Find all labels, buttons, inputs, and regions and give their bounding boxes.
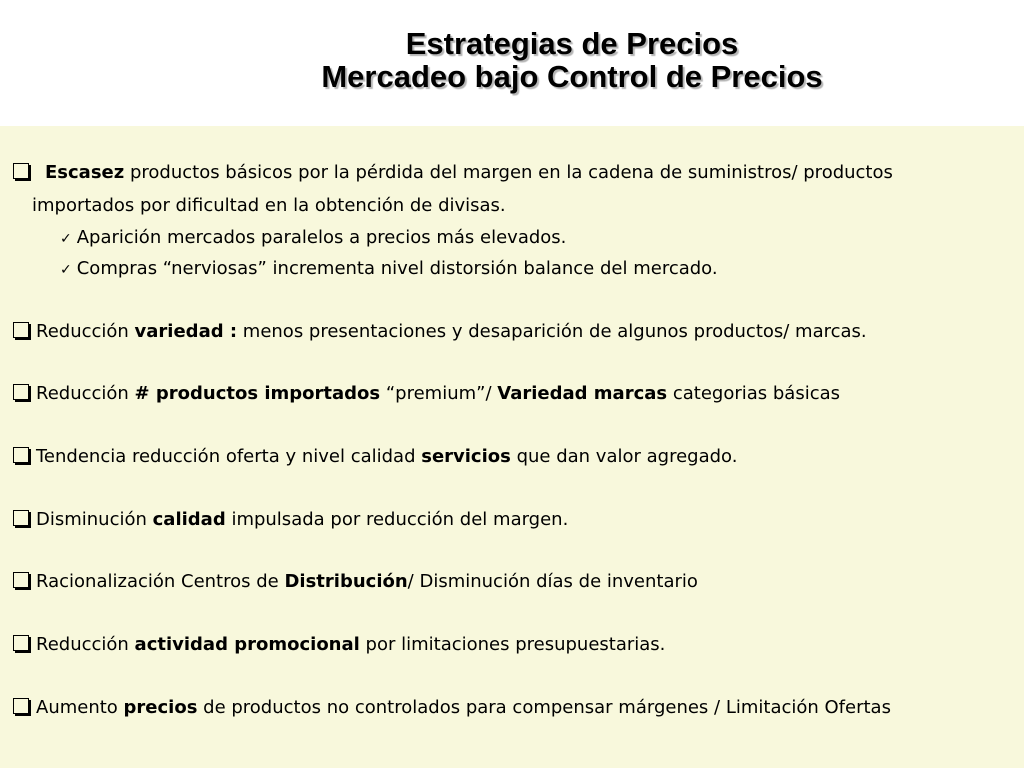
bullet-text-post: por limitaciones presupuestarias.	[359, 634, 666, 655]
bullet-text-mid: “premium”/	[380, 383, 498, 404]
bullet-item-prices	[13, 697, 891, 719]
bullet-item-scarcity	[13, 162, 893, 184]
checkmark-icon: ✓	[60, 262, 72, 278]
sub-bullet-text: Aparición mercados paralelos a precios más elevados.	[76, 227, 567, 248]
bullet-bold-text: Distribución	[284, 571, 408, 592]
checkbox-square-icon	[13, 384, 29, 400]
bullet-text-pre: Racionalización Centros de	[36, 571, 285, 592]
checkbox-square-icon	[13, 163, 29, 179]
bullet-bold-text: actividad promocional	[134, 634, 360, 655]
bullet-item-services	[13, 446, 737, 468]
bullet-bold-text: # productos importados	[134, 383, 381, 404]
bullet-item-distribution	[13, 571, 698, 593]
bullet-text-pre: Disminución	[36, 509, 153, 530]
bullet-bold-text: variedad :	[134, 321, 238, 342]
bullet-item-imports	[13, 383, 840, 405]
slide-title-line-1: Estrategias de Precios	[405, 26, 739, 61]
checkbox-square-icon	[13, 322, 29, 338]
bullet-text: productos básicos por la pérdida del margen en la cadena de suministros/ productos	[124, 162, 893, 183]
bullet-text-post: menos presentaciones y desaparición de algunos productos/ marcas.	[237, 321, 867, 342]
checkbox-square-icon	[13, 447, 29, 463]
bullet-item-quality	[13, 509, 568, 531]
bullet-continuation: importados por dificultad en la obtención de divisas.	[32, 195, 506, 216]
bullet-bold-text: precios	[123, 697, 198, 718]
bullet-bold-text: calidad	[152, 509, 226, 530]
slide-title-line-2: Mercadeo bajo Control de Precios	[321, 59, 823, 94]
bullet-bold-text: Escasez	[45, 162, 125, 183]
bullet-text-post: categorias básicas	[667, 383, 840, 404]
bullet-text-pre: Reducción	[36, 321, 135, 342]
sub-bullet-item	[60, 227, 566, 250]
bullet-text-pre: Reducción	[36, 383, 135, 404]
sub-bullet-item	[60, 258, 718, 281]
checkmark-icon: ✓	[60, 231, 72, 247]
bullet-text-post: / Disminución días de inventario	[407, 571, 698, 592]
checkbox-square-icon	[13, 572, 29, 588]
bullet-bold-text-2: Variedad marcas	[497, 383, 668, 404]
bullet-item-variety	[13, 321, 867, 343]
bullet-text-post: impulsada por reducción del margen.	[225, 509, 569, 530]
bullet-text-pre: Reducción	[36, 634, 135, 655]
sub-bullet-text: Compras “nerviosas” incrementa nivel distorsión balance del mercado.	[76, 258, 718, 279]
bullet-text-pre: Aumento	[36, 697, 124, 718]
bullet-text-post: de productos no controlados para compensar márgenes / Limitación Ofertas	[197, 697, 891, 718]
checkbox-square-icon	[13, 698, 29, 714]
checkbox-square-icon	[13, 635, 29, 651]
bullet-text-post: que dan valor agregado.	[510, 446, 738, 467]
bullet-item-promotional	[13, 634, 665, 656]
slide-header	[0, 0, 1024, 126]
checkbox-square-icon	[13, 510, 29, 526]
bullet-bold-text: servicios	[421, 446, 511, 467]
bullet-text-pre: Tendencia reducción oferta y nivel calidad	[36, 446, 422, 467]
